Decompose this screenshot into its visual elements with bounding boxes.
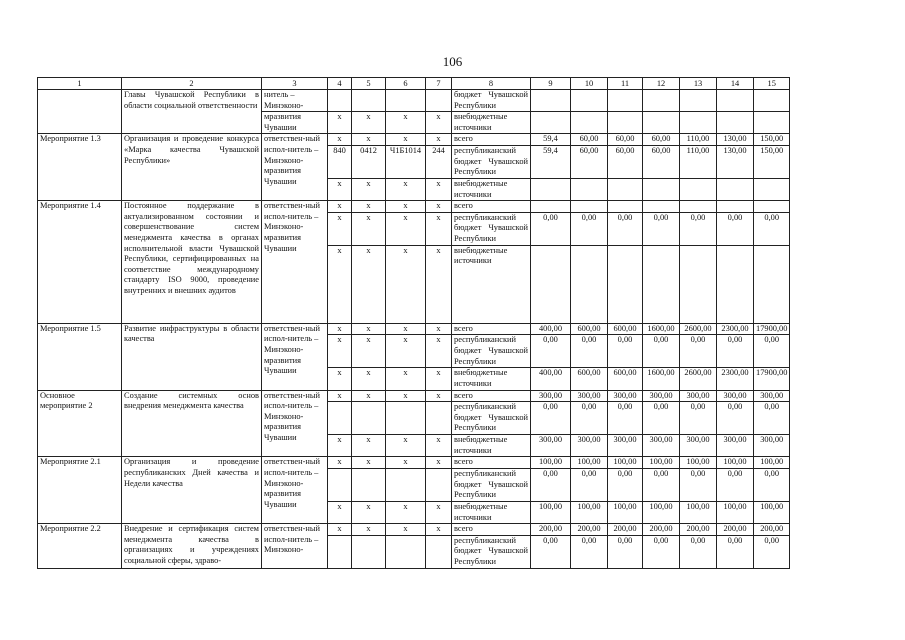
- code-cell: [328, 90, 352, 112]
- code-cell: [328, 468, 352, 501]
- code-cell: x: [386, 201, 426, 213]
- table-row: [38, 134, 790, 146]
- source-cell: всего: [452, 134, 531, 146]
- code-cell: x: [352, 390, 386, 402]
- event-name-cell: Внедрение и сертификация систем менеджмента качества в организациях и учреждениях социальной сферы, здраво-: [122, 524, 262, 569]
- code-cell: x: [426, 323, 452, 335]
- amount-cell: 400,00: [531, 323, 571, 335]
- code-cell: x: [352, 245, 386, 323]
- amount-cell: 0,00: [643, 335, 680, 368]
- source-cell: внебюджетные источники: [452, 435, 531, 457]
- code-cell: x: [386, 134, 426, 146]
- amount-cell: [680, 112, 717, 134]
- column-header: 10: [571, 78, 608, 90]
- amount-cell: [680, 178, 717, 200]
- source-cell: бюджет Чувашской Республики: [452, 90, 531, 112]
- amount-cell: 300,00: [680, 435, 717, 457]
- amount-cell: 0,00: [643, 468, 680, 501]
- code-cell: x: [426, 245, 452, 323]
- code-cell: x: [328, 335, 352, 368]
- amount-cell: 100,00: [571, 501, 608, 523]
- table-row: [38, 78, 790, 90]
- amount-cell: [608, 178, 643, 200]
- code-cell: [352, 90, 386, 112]
- amount-cell: 0,00: [608, 335, 643, 368]
- code-cell: x: [352, 368, 386, 390]
- code-cell: x: [386, 457, 426, 469]
- amount-cell: 0,00: [717, 535, 754, 568]
- amount-cell: 200,00: [643, 524, 680, 536]
- amount-cell: 300,00: [717, 435, 754, 457]
- source-cell: республиканский бюджет Чувашской Республики: [452, 145, 531, 178]
- event-name-cell: Создание системных основ внедрения менеджмента качества: [122, 390, 262, 457]
- amount-cell: [643, 245, 680, 323]
- code-cell: x: [328, 212, 352, 245]
- amount-cell: 200,00: [531, 524, 571, 536]
- amount-cell: 0,00: [531, 212, 571, 245]
- code-cell: [426, 402, 452, 435]
- executor-cell: ответствен-ный испол-нитель – Минэконо-мразвития Чувашии: [262, 457, 328, 524]
- amount-cell: 2600,00: [680, 323, 717, 335]
- code-cell: x: [386, 245, 426, 323]
- code-cell: x: [352, 524, 386, 536]
- amount-cell: 300,00: [571, 390, 608, 402]
- event-id-cell: Мероприятие 1.5: [38, 323, 122, 390]
- amount-cell: 0,00: [531, 335, 571, 368]
- code-cell: [328, 535, 352, 568]
- amount-cell: 300,00: [643, 390, 680, 402]
- event-id-cell: Мероприятие 1.3: [38, 134, 122, 201]
- source-cell: всего: [452, 390, 531, 402]
- amount-cell: 200,00: [608, 524, 643, 536]
- amount-cell: 0,00: [754, 212, 790, 245]
- amount-cell: 100,00: [571, 457, 608, 469]
- table-row: [38, 524, 790, 536]
- event-name-cell: Организация и проведение республиканских Дней качества и Недели качества: [122, 457, 262, 524]
- source-cell: всего: [452, 201, 531, 213]
- amount-cell: 0,00: [608, 535, 643, 568]
- amount-cell: [571, 112, 608, 134]
- code-cell: x: [352, 134, 386, 146]
- amount-cell: [608, 245, 643, 323]
- code-cell: x: [352, 457, 386, 469]
- amount-cell: 0,00: [754, 335, 790, 368]
- amount-cell: 0,00: [531, 535, 571, 568]
- amount-cell: 100,00: [754, 457, 790, 469]
- column-header: 5: [352, 78, 386, 90]
- amount-cell: 300,00: [608, 390, 643, 402]
- code-cell: [426, 90, 452, 112]
- amount-cell: 0,00: [643, 402, 680, 435]
- budget-table: [37, 77, 790, 569]
- amount-cell: 0,00: [608, 468, 643, 501]
- amount-cell: [717, 90, 754, 112]
- amount-cell: 100,00: [754, 501, 790, 523]
- amount-cell: [643, 178, 680, 200]
- code-cell: x: [328, 323, 352, 335]
- source-cell: внебюджетные источники: [452, 178, 531, 200]
- amount-cell: [717, 112, 754, 134]
- amount-cell: 600,00: [571, 368, 608, 390]
- code-cell: [386, 535, 426, 568]
- amount-cell: 100,00: [643, 457, 680, 469]
- amount-cell: 0,00: [643, 535, 680, 568]
- column-header: 2: [122, 78, 262, 90]
- amount-cell: 60,00: [643, 145, 680, 178]
- amount-cell: [531, 245, 571, 323]
- amount-cell: 0,00: [717, 468, 754, 501]
- code-cell: x: [328, 457, 352, 469]
- amount-cell: 0,00: [571, 535, 608, 568]
- amount-cell: 100,00: [608, 501, 643, 523]
- code-cell: x: [426, 178, 452, 200]
- code-cell: x: [328, 368, 352, 390]
- amount-cell: 17900,00: [754, 323, 790, 335]
- amount-cell: 0,00: [754, 468, 790, 501]
- column-header: 1: [38, 78, 122, 90]
- amount-cell: 60,00: [571, 134, 608, 146]
- code-cell: x: [386, 323, 426, 335]
- code-cell: x: [352, 178, 386, 200]
- code-cell: x: [328, 435, 352, 457]
- event-id-cell: Мероприятие 1.4: [38, 201, 122, 324]
- executor-cell: ответствен-ный испол-нитель – Минэконо-: [262, 524, 328, 569]
- code-cell: x: [426, 457, 452, 469]
- amount-cell: [717, 178, 754, 200]
- code-cell: x: [352, 435, 386, 457]
- amount-cell: 100,00: [680, 501, 717, 523]
- column-header: 3: [262, 78, 328, 90]
- code-cell: [352, 468, 386, 501]
- source-cell: внебюджетные источники: [452, 501, 531, 523]
- amount-cell: 150,00: [754, 145, 790, 178]
- code-cell: x: [328, 112, 352, 134]
- amount-cell: 0,00: [571, 212, 608, 245]
- amount-cell: 0,00: [717, 335, 754, 368]
- source-cell: внебюджетные источники: [452, 368, 531, 390]
- executor-cell: ответствен-ный испол-нитель – Минэконо-мразвития Чувашии: [262, 323, 328, 390]
- code-cell: x: [328, 201, 352, 213]
- amount-cell: 0,00: [571, 402, 608, 435]
- code-cell: x: [426, 368, 452, 390]
- source-cell: республиканский бюджет Чувашской Республики: [452, 335, 531, 368]
- amount-cell: 300,00: [571, 435, 608, 457]
- code-cell: x: [328, 501, 352, 523]
- code-cell: x: [426, 390, 452, 402]
- event-id-cell: [38, 90, 122, 134]
- table-row: [38, 457, 790, 469]
- code-cell: [386, 402, 426, 435]
- amount-cell: 59,4: [531, 145, 571, 178]
- code-cell: [386, 468, 426, 501]
- code-cell: x: [328, 524, 352, 536]
- source-cell: всего: [452, 524, 531, 536]
- table-row: [38, 390, 790, 402]
- source-cell: всего: [452, 323, 531, 335]
- source-cell: всего: [452, 457, 531, 469]
- code-cell: x: [386, 368, 426, 390]
- amount-cell: 60,00: [608, 145, 643, 178]
- code-cell: Ч1Б1014: [386, 145, 426, 178]
- event-id-cell: Основное мероприятие 2: [38, 390, 122, 457]
- amount-cell: 200,00: [571, 524, 608, 536]
- column-header: 13: [680, 78, 717, 90]
- amount-cell: 300,00: [531, 390, 571, 402]
- amount-cell: [608, 90, 643, 112]
- source-cell: республиканский бюджет Чувашской Республики: [452, 468, 531, 501]
- amount-cell: [571, 90, 608, 112]
- code-cell: x: [352, 323, 386, 335]
- amount-cell: 100,00: [680, 457, 717, 469]
- amount-cell: 0,00: [680, 402, 717, 435]
- amount-cell: 1600,00: [643, 323, 680, 335]
- code-cell: x: [386, 178, 426, 200]
- amount-cell: 100,00: [531, 457, 571, 469]
- amount-cell: 600,00: [608, 368, 643, 390]
- amount-cell: 0,00: [531, 468, 571, 501]
- code-cell: [426, 468, 452, 501]
- amount-cell: 0,00: [717, 402, 754, 435]
- code-cell: 840: [328, 145, 352, 178]
- amount-cell: 200,00: [754, 524, 790, 536]
- amount-cell: 0,00: [608, 212, 643, 245]
- amount-cell: 0,00: [531, 402, 571, 435]
- code-cell: x: [328, 245, 352, 323]
- amount-cell: [643, 112, 680, 134]
- amount-cell: [754, 90, 790, 112]
- amount-cell: 200,00: [717, 524, 754, 536]
- amount-cell: 0,00: [571, 468, 608, 501]
- code-cell: x: [426, 212, 452, 245]
- table-row: [38, 201, 790, 213]
- code-cell: x: [328, 390, 352, 402]
- amount-cell: [680, 245, 717, 323]
- code-cell: x: [426, 524, 452, 536]
- amount-cell: 150,00: [754, 134, 790, 146]
- table-row: [38, 323, 790, 335]
- executor-cell: мразвития Чувашии: [262, 112, 328, 134]
- code-cell: x: [386, 212, 426, 245]
- column-header: 9: [531, 78, 571, 90]
- source-cell: республиканский бюджет Чувашской Республики: [452, 535, 531, 568]
- amount-cell: [754, 178, 790, 200]
- amount-cell: 0,00: [754, 402, 790, 435]
- code-cell: x: [386, 335, 426, 368]
- table-row: [38, 90, 790, 112]
- column-header: 6: [386, 78, 426, 90]
- code-cell: x: [352, 335, 386, 368]
- amount-cell: 200,00: [680, 524, 717, 536]
- code-cell: x: [352, 501, 386, 523]
- code-cell: x: [386, 435, 426, 457]
- code-cell: x: [426, 501, 452, 523]
- amount-cell: 100,00: [717, 457, 754, 469]
- amount-cell: 130,00: [717, 134, 754, 146]
- amount-cell: [643, 90, 680, 112]
- amount-cell: [571, 201, 608, 213]
- code-cell: x: [426, 112, 452, 134]
- source-cell: республиканский бюджет Чувашской Республики: [452, 402, 531, 435]
- column-header: 4: [328, 78, 352, 90]
- source-cell: республиканский бюджет Чувашской Республики: [452, 212, 531, 245]
- amount-cell: 0,00: [643, 212, 680, 245]
- code-cell: x: [386, 524, 426, 536]
- amount-cell: [717, 201, 754, 213]
- code-cell: x: [328, 134, 352, 146]
- event-name-cell: Главы Чувашской Республики в области социальной ответственности: [122, 90, 262, 134]
- event-name-cell: Постоянное поддержание в актуализированном состоянии и совершенствование систем менеджмента качества в органах исполнительной власти Чувашской Республики, сертифицированных на соответствие международному стандарту ISO 9000, проведение внутренних и внешних аудитов: [122, 201, 262, 324]
- amount-cell: [531, 201, 571, 213]
- amount-cell: 300,00: [717, 390, 754, 402]
- executor-cell: нитель – Минэконо-: [262, 90, 328, 112]
- code-cell: x: [426, 201, 452, 213]
- code-cell: x: [352, 112, 386, 134]
- amount-cell: [531, 112, 571, 134]
- column-header: 12: [643, 78, 680, 90]
- amount-cell: 100,00: [717, 501, 754, 523]
- amount-cell: 100,00: [531, 501, 571, 523]
- column-header: 8: [452, 78, 531, 90]
- column-header: 15: [754, 78, 790, 90]
- amount-cell: 110,00: [680, 134, 717, 146]
- executor-cell: ответствен-ный испол-нитель – Минэконо-мразвития Чувашии: [262, 201, 328, 324]
- code-cell: x: [386, 501, 426, 523]
- code-cell: x: [328, 178, 352, 200]
- event-name-cell: Организация и проведение конкурса «Марка качества Чувашской Республики»: [122, 134, 262, 201]
- amount-cell: 600,00: [608, 323, 643, 335]
- code-cell: [426, 535, 452, 568]
- amount-cell: [754, 112, 790, 134]
- amount-cell: 17900,00: [754, 368, 790, 390]
- amount-cell: 0,00: [680, 212, 717, 245]
- event-id-cell: Мероприятие 2.2: [38, 524, 122, 569]
- column-header: 11: [608, 78, 643, 90]
- amount-cell: 100,00: [643, 501, 680, 523]
- amount-cell: [571, 245, 608, 323]
- amount-cell: 59,4: [531, 134, 571, 146]
- amount-cell: 0,00: [608, 402, 643, 435]
- code-cell: [386, 90, 426, 112]
- code-cell: 244: [426, 145, 452, 178]
- amount-cell: 300,00: [643, 435, 680, 457]
- amount-cell: [643, 201, 680, 213]
- amount-cell: 60,00: [571, 145, 608, 178]
- code-cell: x: [426, 435, 452, 457]
- amount-cell: 600,00: [571, 323, 608, 335]
- amount-cell: 300,00: [608, 435, 643, 457]
- amount-cell: 0,00: [571, 335, 608, 368]
- amount-cell: [680, 201, 717, 213]
- amount-cell: [571, 178, 608, 200]
- code-cell: x: [352, 201, 386, 213]
- event-name-cell: Развитие инфраструктуры в области качества: [122, 323, 262, 390]
- amount-cell: 2300,00: [717, 323, 754, 335]
- code-cell: 0412: [352, 145, 386, 178]
- code-cell: [352, 535, 386, 568]
- code-cell: x: [352, 212, 386, 245]
- amount-cell: 100,00: [608, 457, 643, 469]
- amount-cell: 0,00: [680, 468, 717, 501]
- column-header: 7: [426, 78, 452, 90]
- amount-cell: [531, 178, 571, 200]
- column-header: 14: [717, 78, 754, 90]
- code-cell: x: [426, 134, 452, 146]
- page-number: 106: [442, 54, 463, 69]
- amount-cell: [608, 201, 643, 213]
- code-cell: x: [426, 335, 452, 368]
- executor-cell: ответствен-ный испол-нитель – Минэконо-мразвития Чувашии: [262, 134, 328, 201]
- amount-cell: [680, 90, 717, 112]
- amount-cell: 0,00: [680, 335, 717, 368]
- amount-cell: 300,00: [754, 435, 790, 457]
- amount-cell: 300,00: [754, 390, 790, 402]
- amount-cell: 0,00: [754, 535, 790, 568]
- amount-cell: 2600,00: [680, 368, 717, 390]
- amount-cell: 60,00: [643, 134, 680, 146]
- amount-cell: 130,00: [717, 145, 754, 178]
- amount-cell: 400,00: [531, 368, 571, 390]
- amount-cell: 110,00: [680, 145, 717, 178]
- code-cell: x: [386, 112, 426, 134]
- source-cell: внебюджетные источники: [452, 245, 531, 323]
- executor-cell: ответствен-ный испол-нитель – Минэконо-мразвития Чувашии: [262, 390, 328, 457]
- amount-cell: [531, 90, 571, 112]
- code-cell: x: [386, 390, 426, 402]
- source-cell: внебюджетные источники: [452, 112, 531, 134]
- code-cell: [352, 402, 386, 435]
- amount-cell: 60,00: [608, 134, 643, 146]
- amount-cell: 300,00: [680, 390, 717, 402]
- amount-cell: 0,00: [680, 535, 717, 568]
- amount-cell: [754, 245, 790, 323]
- amount-cell: 1600,00: [643, 368, 680, 390]
- amount-cell: [717, 245, 754, 323]
- amount-cell: 2300,00: [717, 368, 754, 390]
- event-id-cell: Мероприятие 2.1: [38, 457, 122, 524]
- code-cell: [328, 402, 352, 435]
- amount-cell: [608, 112, 643, 134]
- amount-cell: 300,00: [531, 435, 571, 457]
- amount-cell: 0,00: [717, 212, 754, 245]
- amount-cell: [754, 201, 790, 213]
